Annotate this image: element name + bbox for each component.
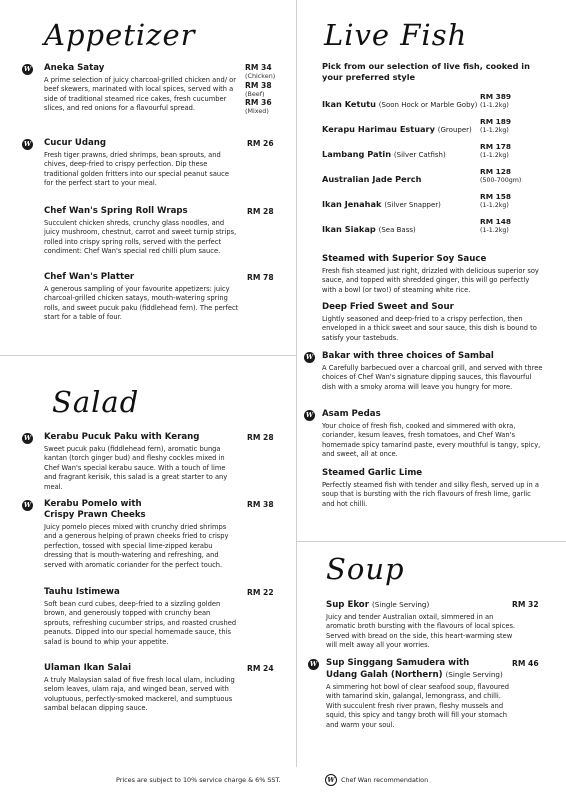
item-price: RM 28: [247, 433, 274, 442]
fish-weight: (1-1.2kg): [480, 102, 509, 109]
menu-item-spring-roll-wraps: [44, 206, 239, 257]
chef-recommendation-icon: W: [23, 65, 32, 73]
style-name: Deep Fried Sweet and Sour: [322, 302, 454, 312]
appetizer-title: Appetizer: [44, 18, 196, 52]
item-price: RM 24: [247, 664, 274, 673]
fish-row: [322, 92, 542, 111]
chef-recommendation-icon: W: [23, 140, 32, 148]
fish-row: [322, 142, 542, 161]
menu-item-chef-wans-platter: [44, 272, 239, 323]
item-price: RM 26: [247, 139, 274, 148]
salad-title: Salad: [52, 385, 140, 419]
item-price: RM 32: [512, 600, 539, 609]
chef-recommendation-icon: W: [309, 660, 318, 668]
cooking-style-bakar: [322, 351, 544, 392]
fish-name: Australian Jade Perch: [322, 174, 422, 184]
item-description: Fresh tiger prawns, dried shrimps, bean sprouts, and chives, deep-fried to crispy perfection. Dip these traditional golden fritters into our special peanut sauce for the perfect start to your meal.: [44, 151, 229, 188]
fish-name: Ikan Jenahak (Silver Snapper): [322, 199, 441, 209]
item-name: Kerabu Pucuk Paku with Kerang: [44, 432, 200, 442]
menu-item-ulaman-ikan-salai: [44, 663, 239, 714]
item-price: RM 38: [247, 500, 274, 509]
section-divider-appetizer-salad: [0, 355, 296, 356]
price: RM 36: [245, 98, 272, 107]
style-name: Bakar with three choices of Sambal: [322, 351, 494, 361]
price: RM 34: [245, 63, 272, 72]
item-name: Chef Wan's Platter: [44, 272, 135, 282]
item-name: Cucur Udang: [44, 138, 107, 148]
style-description: Fresh fish steamed just right, drizzled with delicious superior soy sauce, and topped with shredded ginger, this will go perfectly with a bowl (or two!) of steaming white rice.: [322, 267, 539, 294]
live-fish-title: Live Fish: [324, 18, 468, 52]
menu-item-aneka-satay: [44, 63, 239, 114]
footer-legend: Chef Wan recommendation: [341, 776, 429, 784]
style-description: A Carefully barbecued over a charcoal grill, and served with three choices of Chef Wan's signature dipping sauces, this flavourful dish with a smoky aroma will leave you hungry for more.: [322, 364, 543, 391]
menu-item-sup-ekor: [326, 599, 516, 651]
item-name: Chef Wan's Spring Roll Wraps: [44, 206, 188, 216]
menu-item-kerabu-pucuk-paku: [44, 432, 239, 492]
item-name: Aneka Satay: [44, 63, 105, 73]
fish-name: Lambang Patin (Silver Catfish): [322, 149, 446, 159]
item-description: A simmering hot bowl of clear seafood soup, flavoured with tamarind skin, galangal, lemongrass, and chilli. With succulent fresh river prawn, fleshy mussels and squid, this spicy and tangy broth will fill your stomach and warm your soul.: [326, 683, 509, 729]
fish-row: [322, 117, 542, 136]
live-fish-intro: Pick from our selection of live fish, cooked in your preferred style: [322, 61, 530, 82]
item-price: RM 78: [247, 273, 274, 282]
style-name: Asam Pedas: [322, 409, 381, 419]
fish-price: RM 389: [480, 92, 512, 101]
item-price: RM 22: [247, 588, 274, 597]
chef-recommendation-icon: W: [305, 353, 314, 361]
style-description: Perfectly steamed fish with tender and silky flesh, served up in a soup that is bursting with the rich flavours of fresh lime, garlic and hot chilli.: [322, 481, 539, 508]
item-description: A truly Malaysian salad of five fresh local ulam, including selom leaves, ulam raja, and winged bean, served with voluptuous, perfectly-smoked mackerel, and sumptuous sambal belacan dipping sauce.: [44, 676, 235, 713]
item-name-line-1: Kerabu Pomelo with: [44, 499, 142, 509]
style-name: Steamed Garlic Lime: [322, 468, 423, 478]
fish-row: [322, 217, 542, 236]
fish-row: [322, 167, 542, 186]
menu-item-kerabu-pomelo: [44, 499, 239, 570]
price-note: (Chicken): [245, 72, 276, 80]
cooking-style-garlic-lime: [322, 468, 544, 509]
menu-item-sup-singgang: [326, 658, 516, 730]
fish-price: RM 148: [480, 217, 512, 226]
fish-price: RM 189: [480, 117, 512, 126]
fish-price: RM 128: [480, 167, 512, 176]
item-name-line-2: Udang Galah (Northern) (Single Serving): [326, 670, 503, 680]
fish-weight: (500-700gm): [480, 177, 522, 184]
item-price: RM 28: [247, 207, 274, 216]
item-description: Juicy pomelo pieces mixed with crunchy dried shrimps and a generous helping of prawn cheeks fried to crispy perfection, tossed with special lime-zipped kerabu dressing that is mouth-watering and refreshing, and served with aromatic coriander for the perfect touch.: [44, 523, 229, 569]
chef-recommendation-icon: W: [325, 774, 337, 786]
style-description: Your choice of fresh fish, cooked and simmered with okra, coriander, kesum leaves, fresh tomatoes, and Chef Wan's homemade spicy tamarind paste, every mouthful is tangy, spicy, and sweet, all at once.: [322, 422, 541, 459]
chef-recommendation-icon: W: [23, 501, 32, 509]
cooking-style-steamed-soy: [322, 254, 544, 295]
menu-item-cucur-udang: [44, 138, 239, 189]
section-divider-fish-soup: [296, 541, 566, 542]
price-note: (Mixed): [245, 107, 269, 115]
item-description: A prime selection of juicy charcoal-grilled chicken and/ or beef skewers, marinated with local spices, served with a side of traditional steamed rice cakes, fresh cucumber slices, and red onions for a flavourful spread.: [44, 76, 236, 113]
fish-price: RM 178: [480, 142, 512, 151]
style-name: Steamed with Superior Soy Sauce: [322, 254, 487, 264]
soup-title: Soup: [326, 552, 405, 586]
fish-weight: (1-1.2kg): [480, 152, 509, 159]
item-description: Juicy and tender Australian oxtail, simmered in an aromatic broth bursting with the flavours of local spices. Served with bread on the side, this heart-warming stew will melt away all your worries.: [326, 613, 516, 650]
item-price: RM 46: [512, 659, 539, 668]
fish-price: RM 158: [480, 192, 512, 201]
column-divider: [296, 0, 297, 767]
item-name: Tauhu Istimewa: [44, 587, 120, 597]
item-name: Ulaman Ikan Salai: [44, 663, 132, 673]
fish-row: [322, 192, 542, 211]
item-description: Soft bean curd cubes, deep-fried to a sizzling golden brown, and generously topped with crunchy bean sprouts, refreshing cucumber strips, and roasted crushed peanuts. Dipped into our special homemade sauce, this salad is bound to whip your appetite.: [44, 600, 237, 646]
item-description: Succulent chicken shreds, crunchy glass noodles, and juicy mushroom, chestnut, carrot and sweet turnip strips, rolled into crispy spring rolls, served with the perfect condiment: Chef Wan's special red chilli plum sauce.: [44, 219, 237, 256]
item-price-list: [245, 63, 275, 116]
fish-name: Ikan Siakap (Sea Bass): [322, 224, 416, 234]
cooking-style-sweet-sour: [322, 302, 544, 343]
price: RM 38: [245, 80, 272, 90]
menu-item-tauhu-istimewa: [44, 587, 239, 647]
fish-weight: (1-1.2kg): [480, 202, 509, 209]
item-description: A generous sampling of your favourite appetizers: juicy charcoal-grilled chicken satays, mouth-watering spring rolls, and sweet pucuk paku (fiddlehead fern). The perfect start for a table of four.: [44, 285, 239, 322]
item-description: Sweet pucuk paku (fiddlehead fern), aromatic bunga kantan (torch ginger bud) and fleshy cockles mixed in Chef Wan's special kerabu sauce. With a touch of lime and fragrant kerisik, this salad is a great starter to any meal.: [44, 445, 228, 491]
item-name-line-1: Sup Singgang Samudera with: [326, 658, 470, 668]
footer-tax-note: Prices are subject to 10% service charge & 6% SST.: [116, 776, 281, 784]
item-name: Sup Ekor (Single Serving): [326, 600, 430, 610]
chef-recommendation-icon: W: [23, 434, 32, 442]
item-name-line-2: Crispy Prawn Cheeks: [44, 510, 146, 520]
cooking-style-asam-pedas: [322, 409, 544, 460]
fish-name: Ikan Ketutu (Soon Hock or Marble Goby): [322, 99, 478, 109]
style-description: Lightly seasoned and deep-fried to a crispy perfection, then enveloped in a thick sweet and sour sauce, this dish is bound to satisfy your tastebuds.: [322, 315, 537, 342]
fish-weight: (1-1.2kg): [480, 227, 509, 234]
chef-recommendation-icon: W: [305, 411, 314, 419]
price-note: (Beef): [245, 89, 265, 98]
fish-weight: (1-1.2kg): [480, 127, 509, 134]
fish-name: Kerapu Harimau Estuary (Grouper): [322, 124, 472, 134]
